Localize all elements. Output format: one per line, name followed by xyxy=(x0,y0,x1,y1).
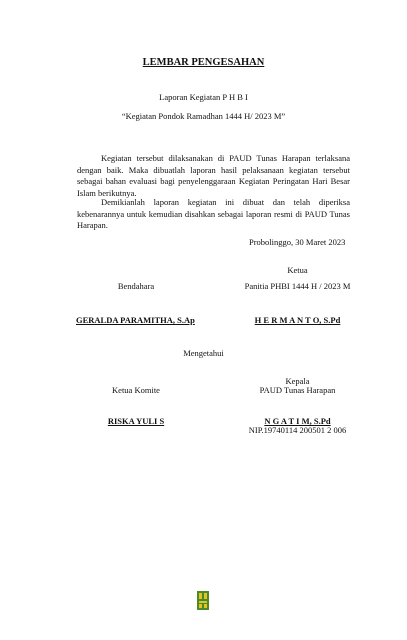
head-role-line-1: Kepala xyxy=(285,376,310,386)
treasurer-role: Bendahara xyxy=(117,281,155,291)
body-paragraph-1-text: Kegiatan tersebut dilaksanakan di PAUD Tunas Harapan terlaksana dengan baik. Maka dibuatlah laporan hasil pelaksanaan kegiatan tersebut sebagai bahan evaluasi bagi penyelenggaraan Kegiatan Peringatan Hari Besar Islam berikutnya. xyxy=(77,153,350,198)
chair-name: H E R M A N T O, S.Pd xyxy=(254,315,341,325)
committee-name: RISKA YULI S xyxy=(107,416,165,426)
committee-role: Ketua Komite xyxy=(112,385,160,395)
body-paragraph-2 xyxy=(77,197,350,232)
body-paragraph-2-text: Demikianlah laporan kegiatan ini dibuat dan telah diperiksa kebenarannya untuk kemudian disahkan sebagai laporan resmi di PAUD Tunas Harapan. xyxy=(77,197,350,230)
acknowledged-label: Mengetahui xyxy=(183,348,224,358)
head-role-line-2: PAUD Tunas Harapan xyxy=(259,385,336,395)
chair-role-line-1: Ketua xyxy=(287,265,308,275)
head-nip: NIP.19740114 200501 2 006 xyxy=(248,425,347,435)
head-name: N G A T I M, S.Pd xyxy=(264,416,331,426)
body-paragraph-1 xyxy=(77,153,350,199)
page-title: LEMBAR PENGESAHAN xyxy=(142,57,265,68)
report-subtitle: Laporan Kegiatan P H B I xyxy=(159,92,248,102)
chair-role-line-2: Panitia PHBI 1444 H / 2023 M xyxy=(244,281,351,291)
stamp-icon xyxy=(197,591,209,610)
treasurer-name: GERALDA PARAMITHA, S.Ap xyxy=(76,315,195,325)
place-date: Probolinggo, 30 Maret 2023 xyxy=(249,237,346,247)
activity-name: “Kegiatan Pondok Ramadhan 1444 H/ 2023 M” xyxy=(121,111,286,121)
